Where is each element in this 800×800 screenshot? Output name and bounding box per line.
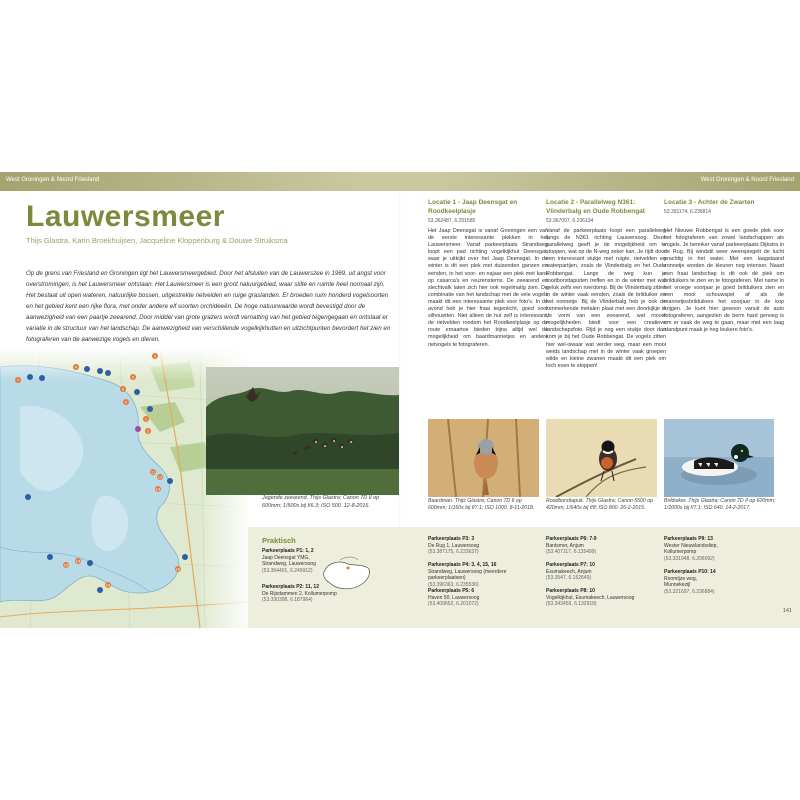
running-header-left: West Groningen & Noord Friesland <box>6 177 100 183</box>
svg-text:13: 13 <box>155 486 161 492</box>
location-2-text: Vanaf de parkeerplaats loopt een parallelweg langs de N361 richting Lauwersoog. Deze parallelweg geeft je de mogelijkheid om te stoppen, wat op de N-weg zeker kan. Je rijdt door een interessant stukje met ruigte, rietvelden en waterpartijen, zoals de Vlinderbalg en het Oude Robbengat. Langs de weg kun je roodborsttapuiten treffen en in de winter met wat geluk zelfs een roerdomp. Bij de Vlinderbalg zitten in de winter vaak eenden, zoals de brilduiker en het nonnetje. Bij de Vlinderbalg heb je ook de kenmerkende metalen plaat met een doorkijkje in de vorm van een zeearend, wat mooie mogelijkheden biedt voor een creatieve landschapsfoto. Rijd je nog een stukje door dan kom je bij het Oude Robbengat. De vogels zitten hier wel-iswaar wat verder weg, maar een mooi weids landschap met in de winter vaak groepen wilde en kleine zwanen maakt dit een plek om toch even te stoppen! <box>546 228 666 369</box>
svg-text:9: 9 <box>124 399 128 405</box>
parking-address: Bantsmer, Anjum <box>546 542 584 549</box>
location-2-title: Locatie 2 - Parallelweg N361: Vlinderbalg en Oude Robbengat <box>546 199 645 215</box>
location-3-coords: 53.391174, 6.236814 <box>664 209 711 215</box>
svg-text:14: 14 <box>75 558 81 564</box>
parking-block-p6 <box>546 536 658 556</box>
svg-text:3: 3 <box>153 353 157 359</box>
parking-coords: (53.409652, 6.201072) <box>428 601 479 607</box>
photo-stonechat <box>546 419 657 497</box>
parking-block-p5 <box>428 588 540 608</box>
svg-text:15: 15 <box>63 562 69 568</box>
parking-block-p4 <box>428 562 544 588</box>
parking-address: Haven 50, Lauwersoog <box>428 594 480 601</box>
svg-text:2: 2 <box>146 428 150 434</box>
parking-heading: Parkeerplaats P1: 1, 2 <box>262 548 314 554</box>
svg-text:8: 8 <box>121 386 125 392</box>
photo-goldeneye <box>664 419 774 497</box>
location-3-title: Locatie 3 - Achter de Zwarten <box>664 199 755 206</box>
parking-heading: Parkeerplaats P5: 6 <box>428 588 475 594</box>
parking-coords: (53.331948, 6.206092) <box>664 555 715 562</box>
svg-text:16: 16 <box>175 566 181 572</box>
svg-text:5: 5 <box>131 374 135 380</box>
svg-text:1: 1 <box>144 416 148 422</box>
svg-text:7: 7 <box>16 377 20 383</box>
parking-block-p2 <box>262 584 362 604</box>
parking-heading: Parkeerplaats P10: 14 <box>664 569 716 575</box>
parking-address: Strandweg, Lauwersoog (meerdere parkeerplaatsen) <box>428 568 507 581</box>
parking-address: Strandweg, Lauwersoog <box>262 561 316 567</box>
parking-block-p1 <box>262 548 332 574</box>
location-2-coords: 53.367007, 6.236134 <box>546 218 594 224</box>
parking-coords: (53.407117, 6.135499) <box>546 549 597 555</box>
photo-caption-eagle: Jagende zeearend. Thijs Glastra; Canon 7D II op 600mm; 1/500s bij f/6.3; ISO 500. 12-8-2016. <box>262 495 380 509</box>
parking-coords: (53.396363, 6.235536) <box>428 581 479 588</box>
parking-address: Roomtjze weg, <box>664 575 698 582</box>
parking-coords: (53.387175, 6.233637) <box>428 549 479 555</box>
location-3-text: Het Nieuwe Robbengat is een goede plek voor het fotograferen van zowel landschappen als vogels. Je bereiker vanaf parkeerplaats Dijkstra in de Rug. Bij windstil weer weerspiegelt de lucht prachtig in het water. Met een laagstaand zonnetje worden de kleuren nog intenser. Naast een fraai landschap is dit ook dé plek om brilduikers te zien en te fotograferen. Met name in het vroege voorjaar je goed brilduikers zien en een mooi schouwspel af als de mannetjesbrilduikers het voorjaar in de kop krijgen. Je kunt hier gewoon vanuit de auto fotograferen, aangezien de berm hard genoeg is om er vaak de weg te gaan, maar met een laag standpunt maak je nog leukere foto's. <box>664 228 784 334</box>
parking-address: Wester Nieuwlandsdiep, <box>664 542 718 549</box>
parking-address: Esumakeech, Anjum <box>546 568 592 575</box>
photo-bearded-reedling <box>428 419 539 497</box>
authors: Thijs Glastra, Karin Broekhuijsen, Jacqueline Kloppenburg & Douwe Struiksma <box>26 236 288 245</box>
parking-coords: (53.330398, 6.187964) <box>262 597 313 603</box>
parking-heading: Parkeerplaats P6: 7-9 <box>546 536 597 542</box>
location-1-text: Het Jaap Deensgat is vanaf Groningen een van de eerste interessante plekken in het Lauwersmeer. Vanaf parkeerplaats Strandweg loopt een pad richting vogelkijkhut Deensgat, waar je uitkijkt over het Jaap Deensgat. In de winter is dit een plek met duizenden ganzen en eenden, in het voor- en najaar een plek met kans op casarca's en reuzensterns. De zeearend en slechtvalk laten zich hier ook regelmatig zien. De combinatie van het landschap met de vele vogels maakt dit een interessante plek voor foto's. In de avond heb je hier fraai tegenlicht, goed voor silhouetten. Niet alleen de hut zelf is interessant, de rietvelden rondom het Roodkeelplasje op de route ernaartoe bieden bijna altijd wel de mogelijkheid om baardmannetjes en andere rietvogels te fotograferen. <box>428 228 548 348</box>
parking-block-p7 <box>546 562 658 582</box>
photo-sea-eagle <box>206 367 399 495</box>
location-1-coords: 53.362487, 6.251585 <box>428 218 476 224</box>
parking-coords: (53.3547, 6.152649) <box>546 575 592 581</box>
parking-block-p3 <box>428 536 540 556</box>
svg-text:10: 10 <box>105 582 111 588</box>
photo-caption-goldeneye: Brilduiker. Thijs Glastra; Canon 7D II op 600mm; 1/2000s bij f/7.1; ISO 640. 14-2-2017. <box>664 498 776 511</box>
photo-caption-stonechat: Roodborsttapuit. Thijs Glastra; Canon 5500 op 420mm; 1/640s bij f/8; ISO 800. 26-2-2015. <box>546 498 653 511</box>
parking-address: Vogelkijkhut, Esumakeech, Lauwersoog <box>546 594 635 601</box>
svg-text:11: 11 <box>150 469 156 475</box>
parking-address: De Rug 1, Lauwersoog <box>428 542 480 549</box>
parking-block-p8 <box>546 588 658 608</box>
page-number: 141 <box>782 608 792 614</box>
book-spread <box>0 172 800 628</box>
parking-address: Munnekezijl <box>664 582 691 588</box>
parking-block-p10 <box>664 569 776 595</box>
photo-caption-reedling: Baardman. Thijs Glastra; Canon 7D II op 600mm; 1/160s bij f/7.1; ISO 1000. 8-11-2018. <box>428 498 535 511</box>
location-1-title: Locatie 1 - Jaap Deensgat en Roodkeelplasje <box>428 199 518 215</box>
parking-block-p9 <box>664 536 776 562</box>
parking-address: Kollumerpomp <box>664 549 697 555</box>
page-title: Lauwersmeer <box>26 200 225 233</box>
running-header-right: West Groningen & Noord Friesland <box>700 177 794 183</box>
parking-heading: Parkeerplaats P9: 13 <box>664 536 713 542</box>
parking-coords: (53.321697, 6.236884) <box>664 588 715 595</box>
praktisch-title: Praktisch <box>262 536 296 545</box>
parking-coords: (53.364401, 6.249912) <box>262 567 313 574</box>
parking-heading: Parkeerplaats P4: 3, 4, 15, 16 <box>428 562 497 568</box>
svg-text:12: 12 <box>157 474 163 480</box>
parking-heading: Parkeerplaats P3: 3 <box>428 536 475 542</box>
header-band <box>0 172 800 191</box>
intro-paragraph: Op de grens van Friesland en Groningen ligt het Lauwersmeergebied. Door het afsluiten van de Lauwerszee in 1969, uit angst voor overstromingen, is het Lauwersmeer ontstaan. Het Lauwersmeer is een groot natuurgebied, waar stilte en ruimte heel normaal zijn. Het bestaat uit open wateren, natuurlijke bossen, uitgestrekte rietvelden en ruige graslanden. Er broeden ruim honderd vogelsoorten en het gebied kent een rijke flora, met onder andere elf soorten orchideeën. De hoge natuurwaarde wordt bevestigd door de aanwezigheid van een paartje zeearend. Door middel van grote grazers wordt vernatting van het gebied tegengegaan en ontstaat er variatie in de structuur van het landschap. De aanwezigheid van verschillende vogelkijkhutten en uitzichtpunten bevordert het zien en fotograferen van de aanwezige vogels en dieren. <box>26 270 391 343</box>
parking-address: De Rijsdammen 2, Kollumerpomp <box>262 590 337 597</box>
parking-heading: Parkeerplaats P7: 10 <box>546 562 595 568</box>
parking-heading: Parkeerplaats P8: 10 <box>546 588 595 594</box>
svg-text:4: 4 <box>74 364 78 370</box>
parking-address: Jaap Deensgat YMG, <box>262 554 310 561</box>
parking-heading: Parkeerplaats P2: 11, 12 <box>262 584 319 590</box>
parking-coords: (53.343459, 6.132918) <box>546 601 597 607</box>
